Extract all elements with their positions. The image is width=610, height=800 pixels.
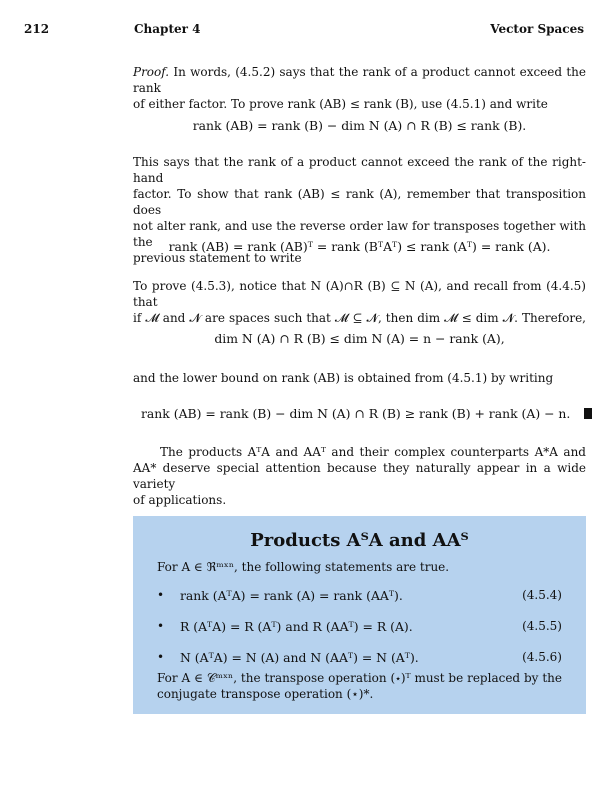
p5-line2: AA* deserve special attention because they naturally appear in a wide variety (133, 461, 586, 491)
qed-square-icon (584, 408, 592, 419)
p5-line1: The products AᵀA and AAᵀ and their complex counterparts A*A and (160, 445, 586, 459)
box-title: Products AᵀA and AAᵀ (250, 530, 469, 551)
equation-1: rank (AB) = rank (B) − dim N (A) ∩ R (B) ≤ rank (B). (192, 118, 527, 133)
equation-3: dim N (A) ∩ R (B) ≤ dim N (A) = n − rank (A), (214, 331, 505, 346)
p5-line3: of applications. (133, 493, 227, 507)
equation-tag: (4.5.4) (522, 588, 562, 602)
box-item-nullspace: N (AᵀA) = N (A) and N (AAᵀ) = N (Aᵀ). (180, 650, 419, 665)
p1-line1: In words, (4.5.2) says that the rank of a product cannot exceed the rank (133, 65, 586, 95)
p3-line2: if 𝓜 and 𝓝 are spaces such that 𝓜 ⊆ 𝓝, then dim 𝓜 ≤ dim 𝓝. Therefore, (133, 311, 586, 325)
paragraph-3 (133, 278, 586, 326)
equation-tag: (4.5.6) (522, 650, 562, 664)
chapter-title: Chapter 4 (134, 22, 201, 36)
bullet-icon: • (157, 619, 165, 633)
paragraph-proof (133, 64, 586, 112)
bullet-icon: • (157, 650, 165, 664)
p3-line1: To prove (4.5.3), notice that N (A)∩R (B) ⊆ N (A), and recall from (4.4.5) that (133, 279, 586, 309)
p1-line2: of either factor. To prove rank (AB) ≤ rank (B), use (4.5.1) and write (133, 97, 548, 111)
section-title: Vector Spaces (490, 22, 584, 36)
bullet-icon: • (157, 588, 165, 602)
box-outro-line1: For A ∈ 𝒞ᵐˣⁿ, the transpose operation (⋆)ᵀ must be replaced by the (157, 671, 562, 685)
paragraph-5 (133, 444, 586, 508)
p2-line2: factor. To show that rank (AB) ≤ rank (A), remember that transposition does (133, 187, 586, 217)
p2-line4: previous statement to write (133, 251, 302, 265)
products-summary-box (133, 516, 586, 714)
p2-line1: This says that the rank of a product cannot exceed the rank of the right-hand (133, 155, 586, 185)
box-item-range: R (AᵀA) = R (Aᵀ) and R (AAᵀ) = R (A). (180, 619, 413, 634)
page-number: 212 (24, 22, 50, 36)
equation-4-text: rank (AB) = rank (B) − dim N (A) ∩ R (B) ≥ rank (B) + rank (A) − n. (141, 406, 571, 421)
equation-4 (141, 406, 594, 421)
p2-line3: not alter rank, and use the reverse order law for transposes together with the (133, 219, 586, 249)
box-item-rank: rank (AᵀA) = rank (A) = rank (AAᵀ). (180, 588, 403, 603)
box-intro: For A ∈ ℜᵐˣⁿ, the following statements are true. (157, 560, 450, 574)
p4-line1: and the lower bound on rank (AB) is obtained from (4.5.1) by writing (133, 371, 554, 385)
proof-label: Proof. (133, 65, 170, 79)
running-header (24, 22, 584, 38)
equation-2: rank (AB) = rank (AB)ᵀ = rank (BᵀAᵀ) ≤ rank (Aᵀ) = rank (A). (168, 239, 551, 254)
paragraph-4 (133, 370, 586, 386)
equation-tag: (4.5.5) (522, 619, 562, 633)
box-outro-line2: conjugate transpose operation (⋆)*. (157, 687, 374, 701)
